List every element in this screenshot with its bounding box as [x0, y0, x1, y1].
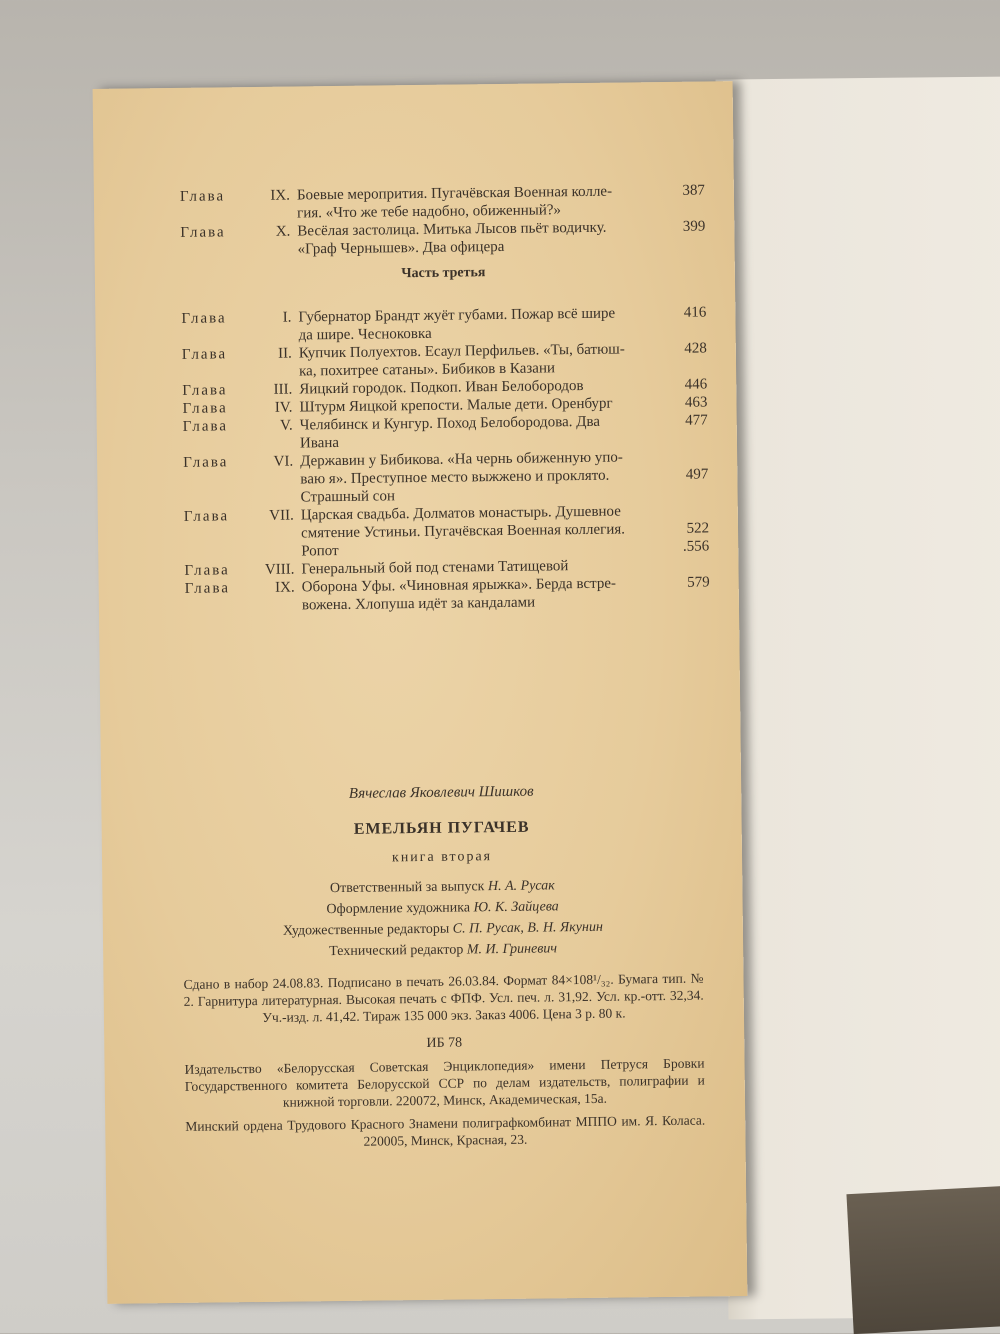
chapter-label: Глава — [183, 417, 228, 436]
credit-name: С. П. Русак, В. Н. Якунин — [453, 920, 603, 937]
page-number — [658, 447, 708, 448]
page-number: 497 — [658, 465, 708, 484]
book-subtitle: книга вторая — [182, 847, 702, 869]
chapter-title: Ропот — [301, 538, 649, 560]
chapter-title: Челябинск и Кунгур. Поход Белобородова. Два — [300, 412, 648, 434]
colophon — [181, 782, 705, 1158]
chapter-label: Глава — [184, 561, 229, 580]
chapter-title: Боевые меропрития. Пугачёвская Военная колле- — [297, 182, 645, 204]
chapter-title — [298, 286, 646, 290]
credit-line — [183, 898, 703, 920]
chapter-label: Глава — [183, 453, 228, 472]
chapter-label: Глава — [180, 187, 225, 206]
page-number — [655, 163, 705, 164]
chapter-title: «Граф Чернышев». Два офицера — [297, 236, 645, 258]
chapter-number: II. — [254, 345, 292, 363]
chapter-label: Глава — [185, 579, 230, 598]
page-number — [655, 199, 705, 200]
ib-number: ИБ 78 — [184, 1033, 704, 1055]
part-title: Часть третья — [181, 259, 706, 287]
page-number — [659, 555, 709, 556]
chapter-label: Глава — [182, 399, 227, 418]
print-details: Сдано в набор 24.08.83. Подписано в печать 26.03.84. Формат 84×108¹/₃₂. Бумага тип. № 2. Гарнитура литературная. Высокая печать с ФПФ. Усл. печ. л. 31,92. Усл. кр.-отт. 32,34. Уч.-изд. л. 41,42. Тираж 135 000 экз. Заказ 4006. Цена 3 р. 80 к. — [183, 970, 704, 1027]
chapter-title: Ивана — [300, 430, 648, 452]
credit-role: Ответственный за выпуск — [330, 879, 485, 896]
book-page — [93, 81, 748, 1304]
chapter-title: Весёлая застолица. Митька Лысов пьёт водичку. — [297, 218, 645, 240]
chapter-title: ваю я». Преступное место выжжено и проклято. — [300, 466, 648, 488]
chapter-title: Оборона Уфы. «Чиновная ярыжка». Берда встре- — [302, 574, 650, 596]
chapter-number: VIII. — [256, 561, 294, 579]
chapter-title: вожена. Хлопуша идёт за кандалами — [302, 592, 650, 614]
page-number: 399 — [655, 217, 705, 236]
chapter-title: Яицкий городок. Подкоп. Иван Белобородов — [299, 376, 647, 398]
chapter-title: Генеральный бой под стенами Татищевой — [301, 556, 649, 578]
book-title: ЕМЕЛЬЯН ПУГАЧЕВ — [182, 817, 702, 841]
credit-role: Художественные редакторы — [283, 922, 449, 939]
chapter-label: Глава — [180, 223, 225, 242]
chapter-title: ка, похитрее сатаны». Бибиков в Казани — [299, 358, 647, 380]
author-name: Вячеслав Яковлевич Шишков — [181, 782, 701, 805]
page-number: 387 — [655, 181, 705, 200]
chapter-number: V. — [255, 417, 293, 435]
book-cover-edge — [846, 1186, 1000, 1334]
page-number — [658, 483, 708, 484]
facing-page — [716, 76, 1000, 1319]
chapter-number: X. — [252, 223, 290, 241]
chapter-number: IX. — [257, 579, 295, 597]
chapter-number: VI. — [255, 453, 293, 471]
chapter-label: Глава — [184, 507, 229, 526]
chapter-title — [297, 164, 645, 168]
chapter-title: гия. «Что же тебе надобно, обиженный?» — [297, 200, 645, 222]
chapter-title: Штурм Яицкой крепости. Малые дети. Оренбург — [299, 394, 647, 416]
page-number — [659, 501, 709, 502]
credit-name: Н. А. Русак — [488, 878, 555, 894]
publisher-info: Издательство «Белорусская Советская Энциклопедия» имени Петруся Бровки Государственного комитета Белорусской ССР по делам издательств, полиграфии и книжной торговли. 220072, Минск, Академическая, 15а. — [184, 1055, 705, 1112]
page-number — [660, 591, 710, 592]
page-number: 446 — [657, 375, 707, 394]
chapter-number: VII. — [256, 507, 294, 525]
chapter-label: Глава — [182, 381, 227, 400]
page-number: 428 — [657, 339, 707, 358]
credit-role: Оформление художника — [326, 900, 470, 917]
chapter-title: Губернатор Брандт жуёт губами. Пожар всё шире — [298, 304, 646, 326]
chapter-title: Страшный сон — [300, 484, 648, 506]
table-of-contents — [180, 163, 710, 615]
chapter-title: Державин у Бибикова. «На чернь обиженную упо- — [300, 448, 648, 470]
page-number — [656, 285, 706, 286]
page-number — [656, 321, 706, 322]
page-number: 416 — [656, 303, 706, 322]
page-number — [655, 235, 705, 236]
toc-section-part-two — [180, 163, 706, 259]
chapter-title: Купчик Полуехтов. Есаул Перфильев. «Ты, батюш- — [299, 340, 647, 362]
chapter-label: Глава — [181, 309, 226, 328]
page-number — [657, 357, 707, 358]
page-number — [658, 429, 708, 430]
chapter-number: IX. — [252, 187, 290, 205]
credit-name: М. И. Гриневич — [467, 941, 557, 957]
chapter-title: да шире. Чесноковка — [299, 322, 647, 344]
page-number: 579 — [660, 573, 710, 592]
chapter-title: Царская свадьба. Долматов монастырь. Душевное — [301, 502, 649, 524]
page-number: .556 — [659, 537, 709, 556]
credit-role: Технический редактор — [329, 942, 463, 959]
page-number: 477 — [658, 411, 708, 430]
chapter-number: I. — [253, 309, 291, 327]
printer-info: Минский ордена Трудового Красного Знамени полиграфкомбинат МППО им. Я. Коласа. 220005, Минск, Красная, 23. — [185, 1112, 705, 1152]
chapter-number: III. — [254, 381, 292, 399]
credit-name: Ю. К. Зайцева — [473, 899, 558, 915]
toc-section-part-three — [181, 285, 710, 615]
credit-line — [182, 877, 702, 899]
credit-line — [183, 919, 703, 941]
chapter-label: Глава — [182, 345, 227, 364]
chapter-title: смятение Устиньи. Пугачёвская Военная коллегия. — [301, 520, 649, 542]
page-number: 463 — [657, 393, 707, 412]
page-number: 522 — [659, 519, 709, 538]
credit-line — [183, 940, 703, 962]
chapter-number: IV. — [254, 399, 292, 417]
